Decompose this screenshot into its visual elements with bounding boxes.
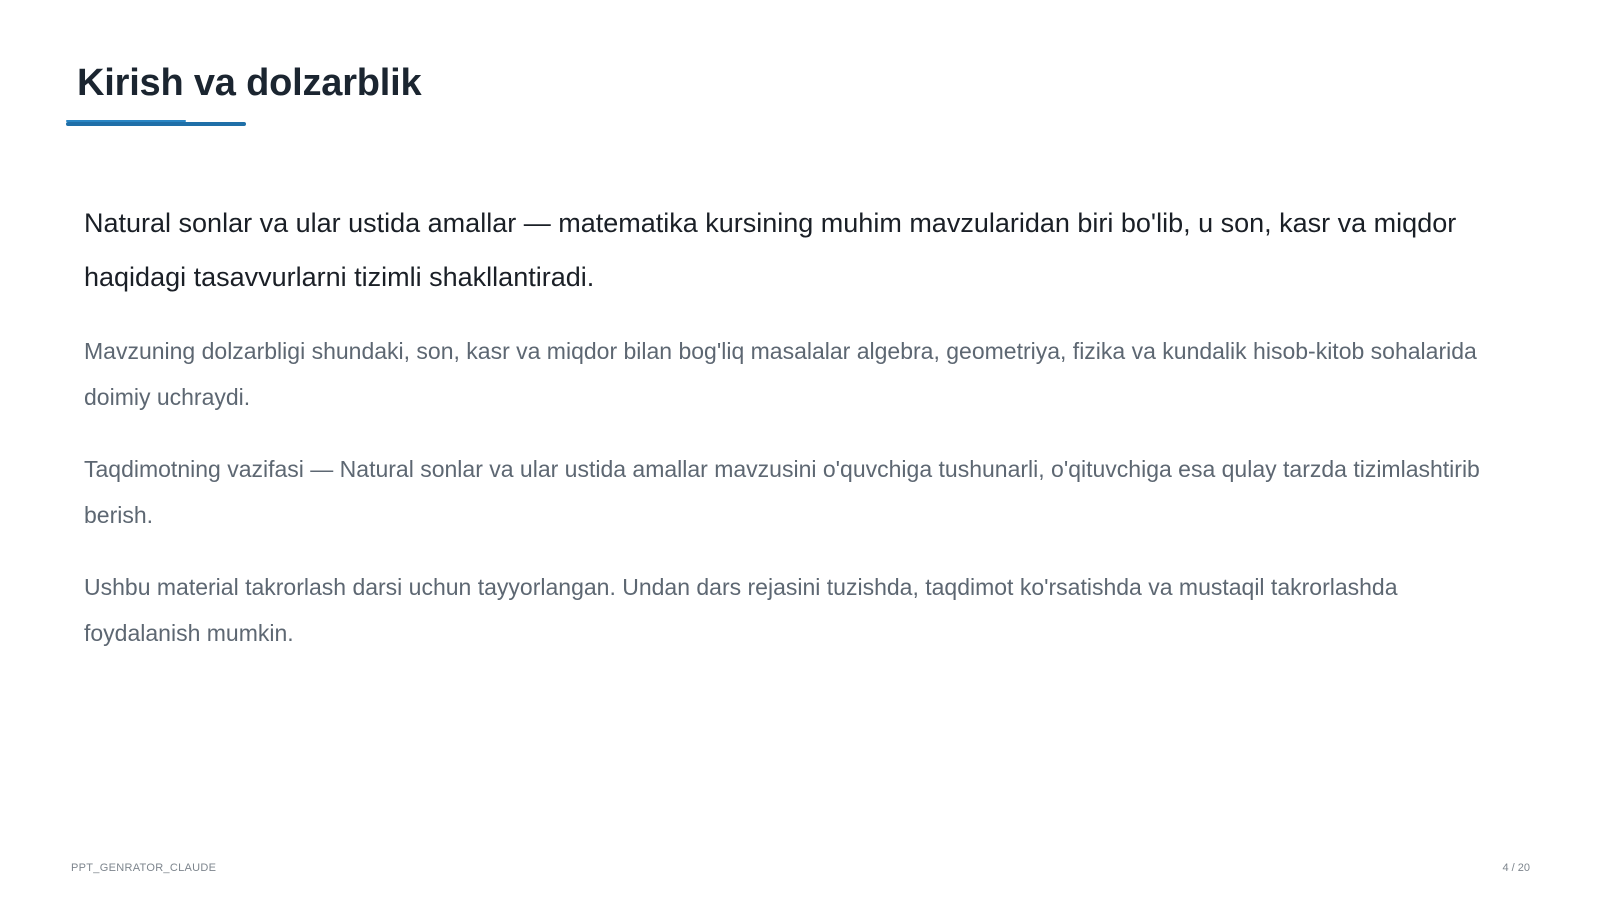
body-paragraph-task: Taqdimotning vazifasi — Natural sonlar va ular ustida amallar mavzusini o'quvchiga tushunarli, o'qituvchiga esa qulay tarzda tizimlashtirib berish. [84, 456, 1480, 528]
title-underline [66, 122, 246, 126]
lead-paragraph: Natural sonlar va ular ustida amallar — matematika kursining muhim mavzularidan biri bo'lib, u son, kasr va miqdor haqidagi tasavvurlarni tizimli shakllantiradi. [84, 208, 1457, 292]
body-paragraph-relevance: Mavzuning dolzarbligi shundaki, son, kasr va miqdor bilan bog'liq masalalar algebra, geometriya, fizika va kundalik hisob-kitob sohalarida doimiy uchraydi. [84, 338, 1477, 410]
page-number: 4 / 20 [1502, 862, 1530, 874]
body-paragraph-usage: Ushbu material takrorlash darsi uchun tayyorlangan. Undan dars rejasini tuzishda, taqdimot ko'rsatishda va mustaqil takrorlashda foydalanish mumkin. [84, 574, 1398, 646]
footer-source: PPT_GENRATOR_CLAUDE [71, 862, 217, 874]
slide-content [84, 196, 1504, 682]
slide-title: Kirish va dolzarblik [77, 62, 422, 104]
title-underline-accent [66, 120, 186, 122]
